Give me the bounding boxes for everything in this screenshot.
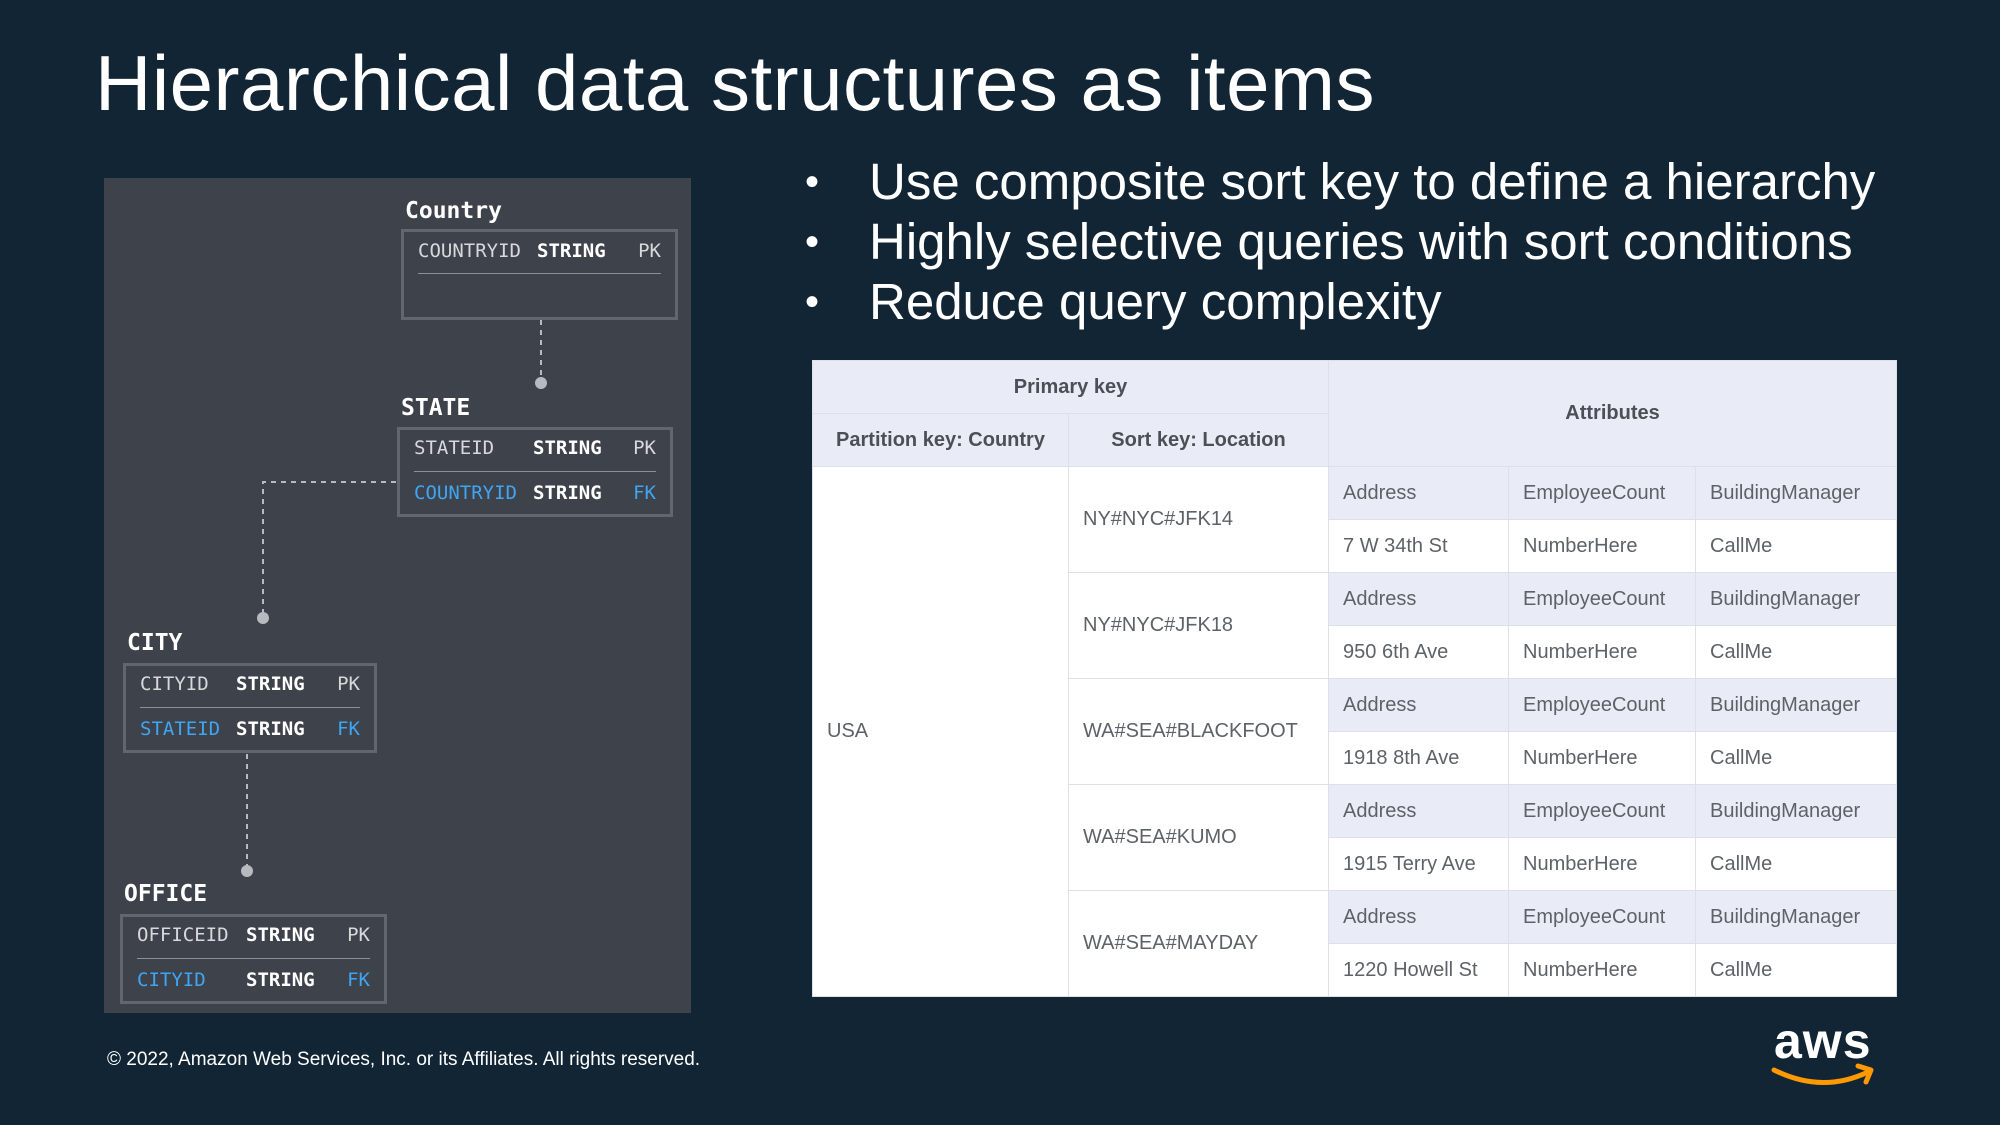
attribute-value-cell: CallMe (1696, 732, 1897, 785)
attribute-value-cell: CallMe (1696, 944, 1897, 997)
attribute-name-cell: Address (1329, 467, 1509, 520)
attribute-name-cell: BuildingManager (1696, 891, 1897, 944)
column-type: STRING (537, 240, 606, 262)
attribute-value-cell: CallMe (1696, 838, 1897, 891)
bullet-item (805, 152, 1875, 212)
attribute-name-cell: BuildingManager (1696, 467, 1897, 520)
entity-name-city: CITY (127, 630, 183, 656)
attribute-name-cell: Address (1329, 679, 1509, 732)
attribute-value-cell: 1220 Howell St (1329, 944, 1509, 997)
partition-key-header: Partition key: Country (813, 414, 1069, 467)
attribute-value-cell: NumberHere (1509, 838, 1696, 891)
slide-title: Hierarchical data structures as items (95, 39, 1375, 127)
key-marker: FK (633, 482, 656, 504)
row-divider (137, 958, 370, 959)
attribute-value-cell: NumberHere (1509, 944, 1696, 997)
entity-name-office: OFFICE (124, 881, 208, 907)
bullet-item (805, 272, 1875, 332)
attribute-value-cell: NumberHere (1509, 626, 1696, 679)
attribute-name-cell: BuildingManager (1696, 679, 1897, 732)
attribute-name-cell: EmployeeCount (1509, 573, 1696, 626)
column-type: STRING (246, 969, 315, 991)
attribute-name-cell: Address (1329, 891, 1509, 944)
copyright-footer: © 2022, Amazon Web Services, Inc. or its Affiliates. All rights reserved. (107, 1049, 701, 1070)
entity-country (401, 229, 678, 320)
aws-logo-text: aws (1774, 1013, 1872, 1069)
attribute-value-cell: 950 6th Ave (1329, 626, 1509, 679)
sort-key-header: Sort key: Location (1069, 414, 1329, 467)
entity-row (137, 924, 370, 954)
column-name: COUNTRYID (414, 482, 517, 504)
attribute-value-cell: CallMe (1696, 520, 1897, 573)
partition-key-cell: USA (813, 467, 1069, 997)
key-marker: FK (347, 969, 370, 991)
table-row (813, 467, 1897, 520)
bullet-text: Use composite sort key to define a hierarchy (869, 153, 1876, 210)
sort-key-cell: NY#NYC#JFK14 (1069, 467, 1329, 573)
sort-key-cell: WA#SEA#MAYDAY (1069, 891, 1329, 997)
attribute-value-cell: NumberHere (1509, 520, 1696, 573)
bullet-text: Reduce query complexity (869, 273, 1442, 330)
column-name: COUNTRYID (418, 240, 521, 262)
entity-city (123, 663, 377, 753)
entity-state (397, 427, 673, 517)
attribute-name-cell: EmployeeCount (1509, 679, 1696, 732)
column-name: OFFICEID (137, 924, 229, 946)
key-marker: FK (337, 718, 360, 740)
connector-endpoint (535, 377, 547, 389)
key-marker: PK (347, 924, 370, 946)
entity-row (414, 482, 656, 512)
key-marker: PK (337, 673, 360, 695)
attribute-value-cell: CallMe (1696, 626, 1897, 679)
entity-row (137, 969, 370, 999)
attribute-name-cell: BuildingManager (1696, 785, 1897, 838)
entity-name-state: STATE (401, 395, 471, 421)
column-name: CITYID (137, 969, 206, 991)
entity-row (414, 437, 656, 467)
sort-key-cell: WA#SEA#KUMO (1069, 785, 1329, 891)
attribute-name-cell: EmployeeCount (1509, 467, 1696, 520)
row-divider (418, 273, 661, 274)
sort-key-cell: NY#NYC#JFK18 (1069, 573, 1329, 679)
dynamodb-items-table (812, 360, 1897, 997)
attributes-header: Attributes (1329, 361, 1897, 467)
state-city-connector (263, 482, 396, 614)
key-marker: PK (633, 437, 656, 459)
er-diagram-panel (104, 178, 691, 1013)
connector-endpoint (257, 612, 269, 624)
entity-row (418, 240, 661, 270)
column-name: STATEID (140, 718, 221, 740)
bullet-dot: • (805, 160, 820, 204)
bullet-text: Highly selective queries with sort conditions (869, 213, 1853, 270)
aws-logo (1770, 1013, 1882, 1090)
bullet-item (805, 212, 1875, 272)
entity-row (140, 673, 360, 703)
key-marker: PK (638, 240, 661, 262)
column-type: STRING (533, 437, 602, 459)
bullet-list (805, 152, 1875, 332)
aws-smile-icon (1770, 1018, 1882, 1090)
attribute-value-cell: 1915 Terry Ave (1329, 838, 1509, 891)
column-name: CITYID (140, 673, 209, 695)
entity-office (120, 914, 387, 1004)
entity-name-country: Country (405, 198, 502, 224)
entity-row (140, 718, 360, 748)
column-type: STRING (236, 673, 305, 695)
attribute-value-cell: 1918 8th Ave (1329, 732, 1509, 785)
row-divider (140, 707, 360, 708)
attribute-value-cell: 7 W 34th St (1329, 520, 1509, 573)
connector-endpoint (241, 865, 253, 877)
attribute-value-cell: NumberHere (1509, 732, 1696, 785)
attribute-name-cell: BuildingManager (1696, 573, 1897, 626)
column-type: STRING (533, 482, 602, 504)
table-header-row (813, 361, 1897, 414)
column-type: STRING (236, 718, 305, 740)
row-divider (414, 471, 656, 472)
column-name: STATEID (414, 437, 495, 459)
sort-key-cell: WA#SEA#BLACKFOOT (1069, 679, 1329, 785)
attribute-name-cell: EmployeeCount (1509, 891, 1696, 944)
column-type: STRING (246, 924, 315, 946)
bullet-dot: • (805, 220, 820, 264)
bullet-dot: • (805, 280, 820, 324)
primary-key-header: Primary key (813, 361, 1329, 414)
attribute-name-cell: Address (1329, 573, 1509, 626)
attribute-name-cell: EmployeeCount (1509, 785, 1696, 838)
attribute-name-cell: Address (1329, 785, 1509, 838)
